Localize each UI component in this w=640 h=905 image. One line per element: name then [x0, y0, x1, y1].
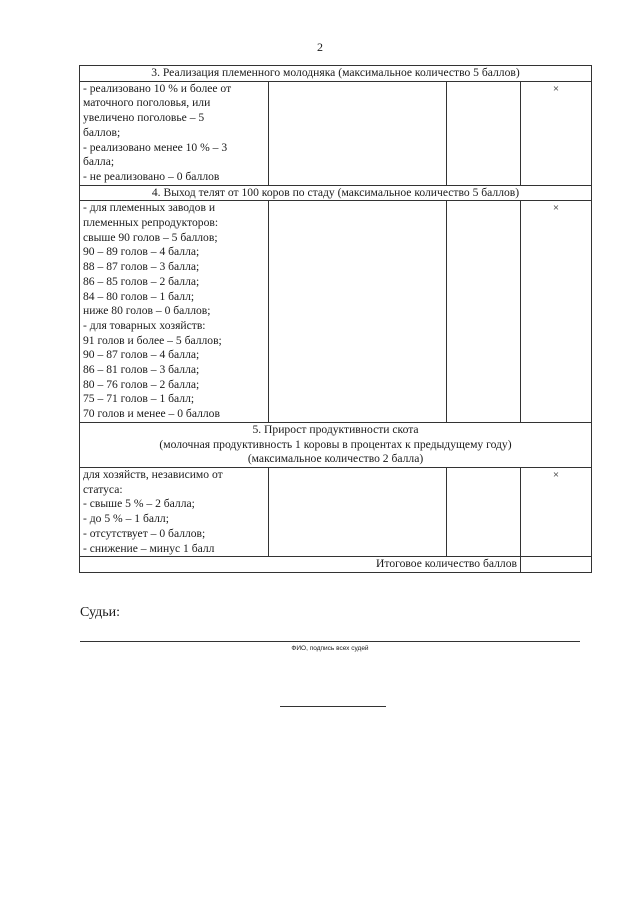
total-value-cell: [521, 557, 592, 573]
signature-caption: ФИО, подпись всех судей: [291, 645, 369, 652]
section-3-value-cell: [269, 81, 447, 185]
section-header-row: [80, 66, 592, 82]
section-5-value-cell: [269, 467, 447, 556]
total-label: Итоговое количество баллов: [80, 557, 521, 573]
section-row: [80, 201, 592, 423]
section-4-cross-mark: ×: [521, 201, 592, 423]
section-4-value-cell: [269, 201, 447, 423]
section-5-header: 5. Прирост продуктивности скота (молочная продуктивность 1 коровы в процентах к предыдущему году) (максимальное количество 2 балла): [80, 422, 592, 467]
page-number: 2: [317, 40, 323, 54]
section-header-row: [80, 422, 592, 467]
section-4-score-cell: [447, 201, 521, 423]
section-4-header: 4. Выход телят от 100 коров по стаду (максимальное количество 5 баллов): [80, 185, 592, 201]
judges-label: Судьи:: [80, 605, 120, 620]
section-5-score-cell: [447, 467, 521, 556]
total-row: [80, 557, 592, 573]
scoring-table: [79, 65, 592, 573]
end-divider: [280, 706, 386, 707]
section-4-criteria: - для племенных заводов и племенных репродукторов: свыше 90 голов – 5 баллов; 90 – 89 голов – 4 балла; 88 – 87 голов – 3 балла; 86 – 85 голов – 2 балла; 84 – 80 голов – 1 балл; ниже 80 голов – 0 баллов; - для товарных хозяйств: 91 голов и более – 5 баллов; 90 – 87 голов – 4 балла; 86 – 81 голов – 3 балла; 80 – 76 голов – 2 балла; 75 – 71 голов – 1 балл; 70 голов и менее – 0 баллов: [80, 201, 269, 423]
section-header-row: [80, 185, 592, 201]
section-5-criteria: для хозяйств, независимо от статуса: - свыше 5 % – 2 балла; - до 5 % – 1 балл; - отсутствует – 0 баллов; - снижение – минус 1 балл: [80, 467, 269, 556]
section-3-criteria: - реализовано 10 % и более от маточного поголовья, или увеличено поголовье – 5 баллов; - реализовано менее 10 % – 3 балла; - не реализовано – 0 баллов: [80, 81, 269, 185]
section-3-cross-mark: ×: [521, 81, 592, 185]
section-5-cross-mark: ×: [521, 467, 592, 556]
section-3-score-cell: [447, 81, 521, 185]
signature-line: [80, 641, 580, 642]
section-row: [80, 81, 592, 185]
section-3-header: 3. Реализация племенного молодняка (максимальное количество 5 баллов): [80, 66, 592, 82]
section-row: [80, 467, 592, 556]
